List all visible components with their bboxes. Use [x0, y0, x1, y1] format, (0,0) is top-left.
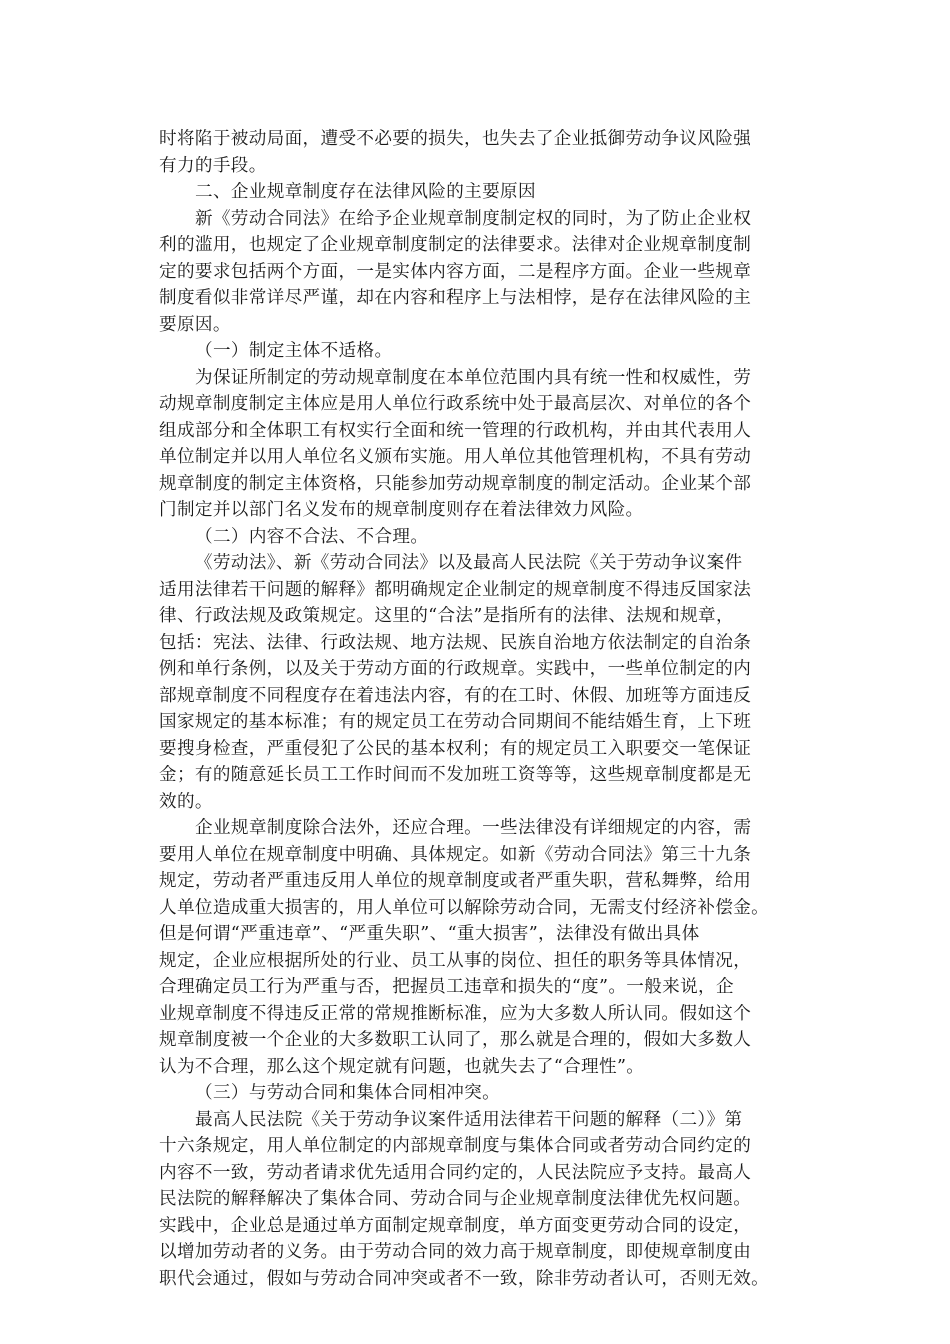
- text-line: 规定，劳动者严重违反用人单位的规章制度或者严重失职，营私舞弊，给用: [159, 871, 752, 891]
- text-line: 要用人单位在规章制度中明确、具体规定。如新《劳动合同法》第三十九条: [159, 844, 752, 865]
- paragraph-first-line: （三）与劳动合同和集体合同相冲突。: [195, 1083, 501, 1103]
- text-line: 十六条规定，用人单位制定的内部规章制度与集体合同或者劳动合同约定的: [159, 1136, 752, 1156]
- paragraph-first-line: 企业规章制度除合法外，还应合理。一些法律没有详细规定的内容，需: [195, 818, 752, 838]
- text-line: 规定，企业应根据所处的行业、员工从事的岗位、担任的职务等具体情况，: [159, 950, 752, 971]
- text-line: 国家规定的基本标准；有的规定员工在劳动合同期间不能结婚生育，上下班: [159, 712, 752, 732]
- text-line: 律、行政法规及政策规定。这里的“合法”是指所有的法律、法规和规章，: [159, 606, 734, 626]
- text-line: 利的滥用，也规定了企业规章制度制定的法律要求。法律对企业规章制度制: [159, 235, 752, 255]
- text-line: 单位制定并以用人单位名义颁布实施。用人单位其他管理机构，不具有劳动: [159, 447, 752, 467]
- text-line: 动规章制度制定主体应是用人单位行政系统中处于最高层次、对单位的各个: [159, 394, 752, 414]
- text-line: 金；有的随意延长员工工作时间而不发加班工资等等，这些规章制度都是无: [159, 765, 752, 785]
- text-line: 规章制度的制定主体资格，只能参加劳动规章制度的制定活动。企业某个部: [159, 473, 752, 494]
- text-line: 效的。: [159, 791, 213, 812]
- text-line: 组成部分和全体职工有权实行全面和统一管理的行政机构，并由其代表用人: [159, 420, 752, 441]
- text-line: 内容不一致，劳动者请求优先适用合同约定的，人民法院应予支持。最高人: [159, 1162, 752, 1183]
- text-line: 但是何谓“严重违章”、“严重失职”、“重大损害”，法律没有做出具体: [159, 924, 700, 944]
- text-line: 实践中，企业总是通过单方面制定规章制度，单方面变更劳动合同的设定，: [159, 1215, 752, 1236]
- text-line: 以增加劳动者的义务。由于劳动合同的效力高于规章制度，即使规章制度由: [159, 1242, 752, 1262]
- text-line: 合理确定员工行为严重与否，把握员工违章和损失的“度”。一般来说，企: [159, 977, 734, 997]
- paragraph-first-line: （一）制定主体不适格。: [195, 341, 393, 361]
- text-line: 要搜身检查，严重侵犯了公民的基本权利；有的规定员工入职要交一笔保证: [159, 738, 752, 759]
- text-line: 门制定并以部门名义发布的规章制度则存在着法律效力风险。: [159, 500, 644, 520]
- paragraph-first-line: 新《劳动合同法》在给予企业规章制度制定权的同时，为了防止企业权: [195, 208, 752, 229]
- text-line: 有力的手段。: [159, 155, 267, 176]
- paragraph-first-line: 《劳动法》、新《劳动合同法》以及最高人民法院《关于劳动争议案件: [195, 553, 743, 573]
- paragraph-first-line: 最高人民法院《关于劳动争议案件适用法律若干问题的解释（二）》第: [195, 1109, 743, 1130]
- text-line: 规章制度被一个企业的大多数职工认同了，那么就是合理的，假如大多数人: [159, 1030, 752, 1050]
- text-line: 时将陷于被动局面，遭受不必要的损失，也失去了企业抵御劳动争议风险强: [159, 129, 752, 149]
- text-line: 认为不合理，那么这个规定就有问题，也就失去了“合理性”。: [159, 1056, 645, 1077]
- text-line: 适用法律若干问题的解释》都明确规定企业制定的规章制度不得违反国家法: [159, 579, 752, 600]
- paragraph-first-line: （二）内容不合法、不合理。: [195, 526, 429, 547]
- text-line: 职代会通过，假如与劳动合同冲突或者不一致，除非劳动者认可，否则无效。: [159, 1268, 770, 1289]
- paragraph-first-line: 二、企业规章制度存在法律风险的主要原因: [195, 182, 536, 202]
- paragraph-first-line: 为保证所制定的劳动规章制度在本单位范围内具有统一性和权威性，劳: [195, 367, 752, 388]
- text-line: 制度看似非常详尽严谨，却在内容和程序上与法相悖，是存在法律风险的主: [159, 288, 752, 308]
- text-line: 人单位造成重大损害的，用人单位可以解除劳动合同，无需支付经济补偿金。: [159, 897, 770, 918]
- text-line: 例和单行条例，以及关于劳动方面的行政规章。实践中，一些单位制定的内: [159, 659, 752, 679]
- text-line: 业规章制度不得违反正常的常规推断标准，应为大多数人所认同。假如这个: [159, 1003, 752, 1024]
- text-line: 民法院的解释解决了集体合同、劳动合同与企业规章制度法律优先权问题。: [159, 1189, 752, 1209]
- text-line: 要原因。: [159, 314, 231, 335]
- text-line: 定的要求包括两个方面，一是实体内容方面，二是程序方面。企业一些规章: [159, 261, 752, 282]
- text-line: 包括：宪法、法律、行政法规、地方法规、民族自治地方依法制定的自治条: [159, 632, 752, 653]
- document-page: [159, 126, 799, 1292]
- text-line: 部规章制度不同程度存在着违法内容，有的在工时、休假、加班等方面违反: [159, 685, 752, 706]
